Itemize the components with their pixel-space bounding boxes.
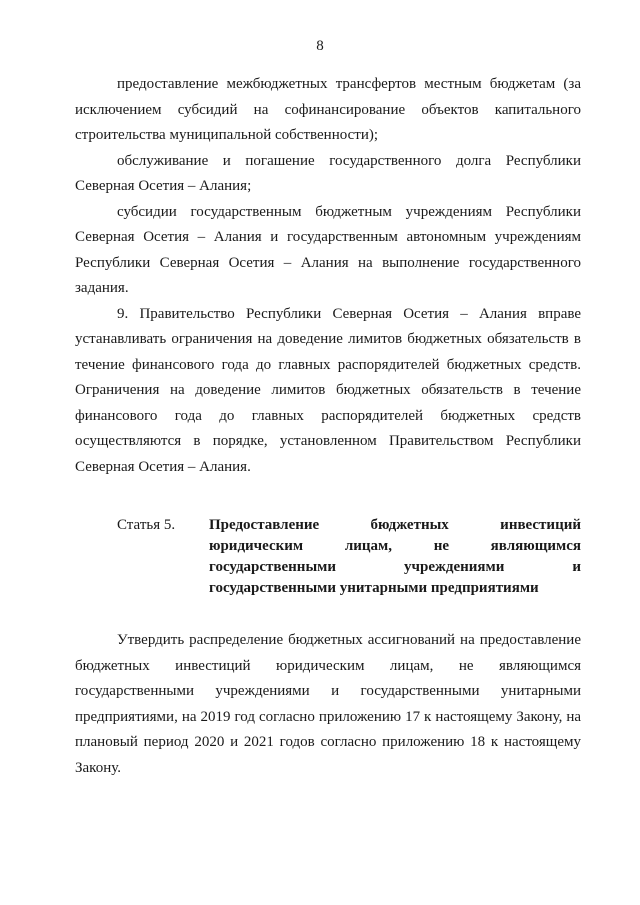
paragraph-subsidies: субсидии государственным бюджетным учреждениям Республики Северная Осетия – Алания и государственным автономным учреждениям Республики Северная Осетия – Алания на выполнение государственного задания.: [75, 203, 581, 296]
paragraph-limits-restriction: 9. Правительство Республики Северная Осетия – Алания вправе устанавливать ограничения на доведение лимитов бюджетных обязательств в течение финансового года до главных распорядителей бюджетных средств. Ограничения на доведение лимитов бюджетных обязательств в течение финансового года до главных распорядителей бюджетных средств осуществляются в порядке, установленном Правительством Республики Северная Осетия – Алания.: [75, 305, 581, 475]
article-title: Предоставление бюджетных инвестиций юридическим лицам, не являющимся государственными учреждениями и государственными унитарными предприятиями: [209, 517, 581, 596]
paragraph-approve-distribution: Утвердить распределение бюджетных ассигнований на предоставление бюджетных инвестиций юридическим лицам, не являющимся государственными учреждениями и государственными унитарными предприятиями, на 2019 год согласно приложению 17 к настоящему Закону, на плановый период 2020 и 2021 годов согласно приложению 18 к настоящему Закону.: [75, 632, 581, 776]
paragraph-debt-service: обслуживание и погашение государственного долга Республики Северная Осетия – Алания;: [75, 152, 581, 194]
paragraph-transfers: предоставление межбюджетных трансфертов местным бюджетам (за исключением субсидий на софинансирование объектов капитального строительства муниципальной собственности);: [75, 76, 581, 143]
body-text-top: [75, 72, 581, 480]
page-number: 8: [316, 38, 324, 54]
body-text-bottom: [75, 628, 581, 781]
article-label: Статья 5.: [117, 517, 176, 533]
